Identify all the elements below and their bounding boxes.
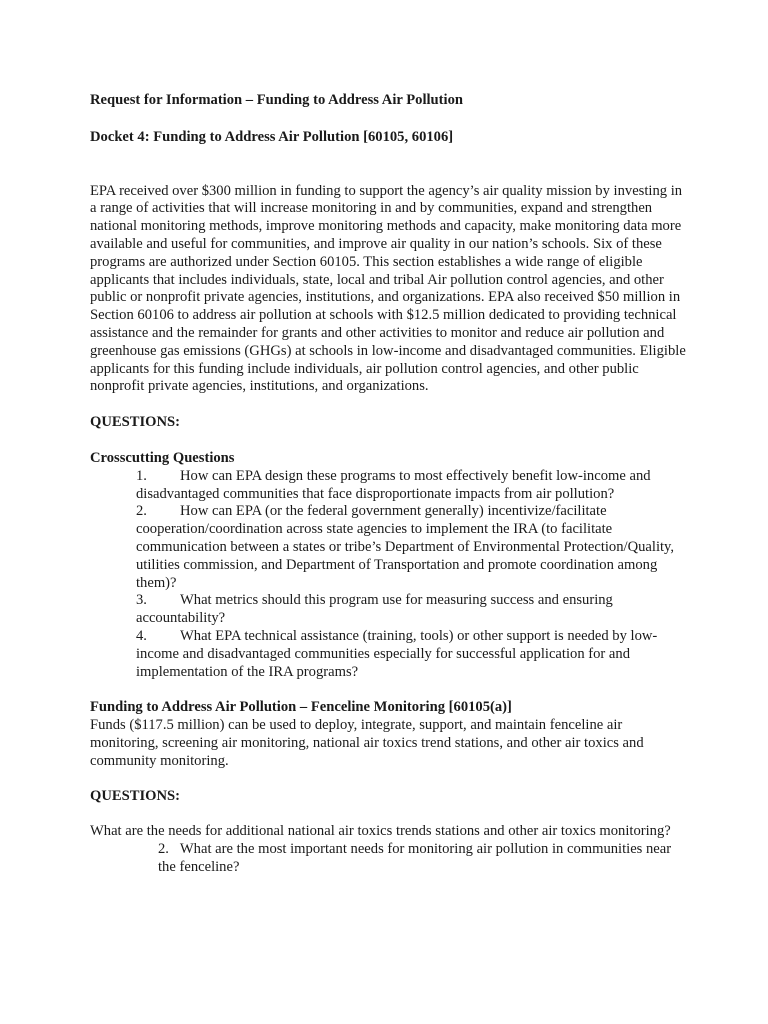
fenceline-question-2-text: What are the most important needs for monitoring air pollution in communities near the fenceline? [158, 841, 672, 875]
fenceline-paragraph: Funds ($117.5 million) can be used to deploy, integrate, support, and maintain fenceline air monitoring, screening air monitoring, national air toxics trend stations, and other air toxics and community monitoring. [90, 717, 644, 769]
questions-label: QUESTIONS: [90, 414, 181, 431]
list-item-text: What EPA technical assistance (training, tools) or other support is needed by low-income and disadvantaged communities especially for successful application for and implementation of the IRA programs? [136, 627, 658, 680]
intro-paragraph: EPA received over $300 million in funding to support the agency’s air quality mission by investing in a range of activities that will increase monitoring in and by communities, expand and strengthen national monitoring methods, improve monitoring methods and capacity, make monitoring data more available and useful for communities, and improve air quality in our nation’s schools. Six of these programs are authorized under Section 60105. This section establishes a wide range of eligible applicants that includes individuals, state, local and tribal Air pollution control agencies, and other public or nonprofit private agencies, institutions, and organizations. EPA also received $50 million in Section 60106 to address air pollution at schools with $12.5 million dedicated to providing technical assistance and the remainder for grants and other activities to monitor and reduce air pollution and greenhouse gas emissions (GHGs) at schools in low-income and disadvantaged communities. Eligible applicants for this funding include individuals, air pollution control agencies, and other public nonprofit private agencies, institutions, and organizations. [90, 182, 686, 395]
crosscutting-question-list [90, 468, 690, 682]
docket-heading: Docket 4: Funding to Address Air Pollution [60105, 60106] [90, 128, 454, 145]
list-item [136, 592, 690, 628]
list-item-text: What metrics should this program use for measuring success and ensuring accountability? [136, 592, 613, 627]
fenceline-heading: Funding to Address Air Pollution – Fenceline Monitoring [60105(a)] [90, 699, 512, 716]
crosscutting-heading: Crosscutting Questions [90, 449, 235, 466]
list-item [136, 468, 690, 504]
fenceline-questions-label: QUESTIONS: [90, 787, 181, 804]
list-item-text: How can EPA (or the federal government generally) incentivize/facilitate cooperation/coordination across state agencies to implement the IRA (to facilitate communication between a states or tribe’s Department of Environmental Protection/Quality, utilities commission, and Department of Transportation and promote coordination among them)? [136, 503, 675, 591]
fenceline-question-2 [90, 841, 690, 877]
list-item-number: 1. [136, 467, 147, 484]
fenceline-question-1: What are the needs for additional national air toxics trends stations and other air toxics monitoring? [90, 823, 671, 840]
list-item [136, 503, 690, 592]
fenceline-question-2-number: 2. [158, 841, 169, 858]
list-item-number: 2. [136, 503, 147, 520]
list-item [136, 628, 690, 681]
document-title: Request for Information – Funding to Address Air Pollution [90, 92, 464, 108]
list-item-number: 4. [136, 627, 147, 644]
list-item-number: 3. [136, 592, 147, 609]
list-item-text: How can EPA design these programs to most effectively benefit low-income and disadvantaged communities that face disproportionate impacts from air pollution? [136, 467, 651, 502]
document-page [90, 92, 690, 877]
